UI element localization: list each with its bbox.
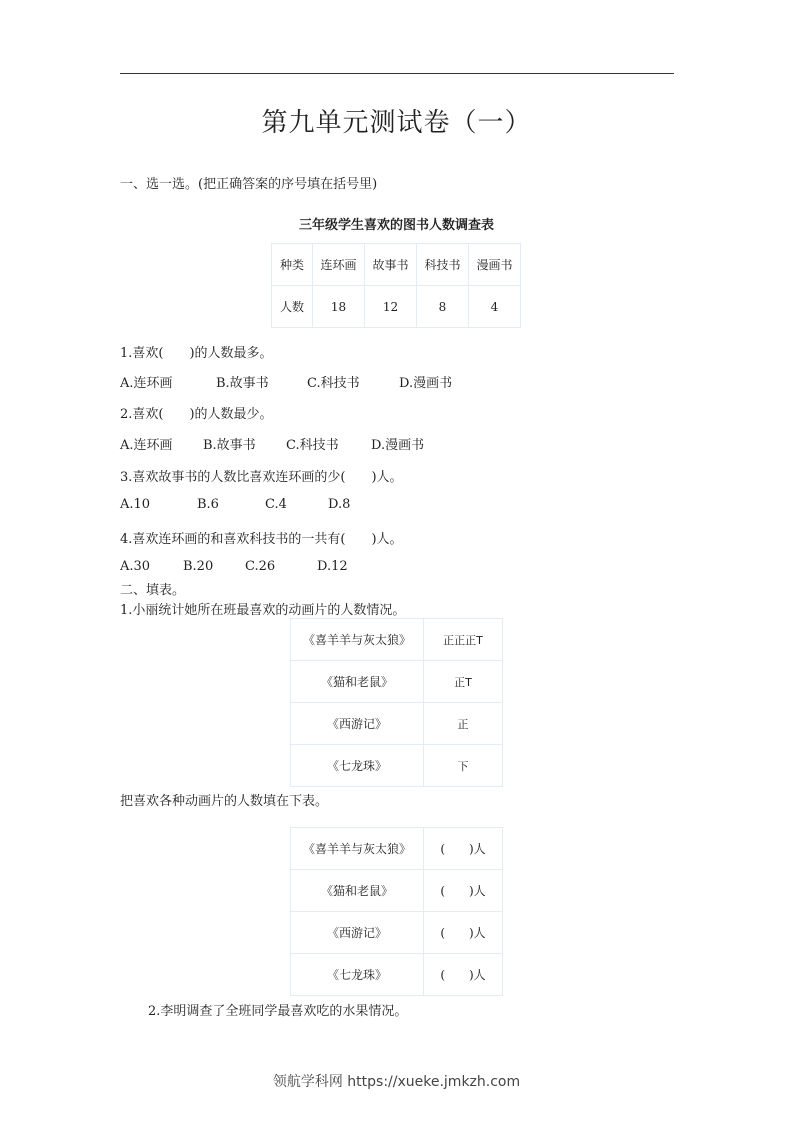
table-row: [291, 828, 503, 870]
table-row: [272, 286, 521, 328]
answer-blank[interactable]: ( )人: [424, 954, 503, 996]
table-row: [291, 703, 503, 745]
option-c: C.科技书: [307, 376, 360, 391]
question-2-2: 2.李明调查了全班同学最喜欢吃的水果情况。: [148, 1004, 408, 1019]
table-row: [272, 244, 521, 286]
option-d: D.漫画书: [399, 376, 453, 391]
question-2-1: 1.小丽统计她所在班最喜欢的动画片的人数情况。: [120, 603, 406, 618]
option-a: A.10: [120, 497, 151, 512]
option-d: D.12: [317, 559, 348, 574]
table-cell: 《猫和老鼠》: [291, 661, 424, 703]
table-cell: 18: [313, 286, 365, 328]
option-c: C.科技书: [286, 438, 339, 453]
section-2-heading: 二、填表。: [120, 583, 186, 598]
survey-table: [271, 243, 521, 328]
table-cell: 《西游记》: [291, 912, 424, 954]
table-cell: 《西游记》: [291, 703, 424, 745]
option-b: B.6: [197, 497, 219, 512]
table-row: [291, 661, 503, 703]
table-cell: 故事书: [365, 244, 417, 286]
answer-blank[interactable]: ( )人: [424, 828, 503, 870]
top-rule: [120, 73, 674, 74]
table-cell: 《七龙珠》: [291, 954, 424, 996]
table-cell: 8: [417, 286, 469, 328]
tally-marks: 正正正T: [424, 619, 503, 661]
table-row: [291, 745, 503, 787]
option-a: A.30: [120, 559, 151, 574]
table-row: [291, 870, 503, 912]
table-row: [291, 912, 503, 954]
table-cell: 漫画书: [469, 244, 521, 286]
answer-blank[interactable]: ( )人: [424, 870, 503, 912]
table-cell: 连环画: [313, 244, 365, 286]
fill-table: [290, 827, 503, 996]
section-1-heading: 一、选一选。(把正确答案的序号填在括号里): [120, 177, 378, 192]
option-a: A.连环画: [120, 438, 173, 453]
question-3: 3.喜欢故事书的人数比喜欢连环画的少( )人。: [120, 470, 403, 485]
table-cell: 12: [365, 286, 417, 328]
option-d: D.8: [328, 497, 351, 512]
option-b: B.故事书: [216, 376, 269, 391]
table-cell: 种类: [272, 244, 313, 286]
table-cell: 《喜羊羊与灰太狼》: [291, 828, 424, 870]
option-d: D.漫画书: [371, 438, 425, 453]
question-1: 1.喜欢( )的人数最多。: [120, 346, 273, 361]
table-row: [291, 619, 503, 661]
tally-marks: 正: [424, 703, 503, 745]
tally-table: [290, 618, 503, 787]
table-cell: 《喜羊羊与灰太狼》: [291, 619, 424, 661]
option-b: B.20: [183, 559, 214, 574]
option-c: C.26: [245, 559, 276, 574]
tally-marks: 下: [424, 745, 503, 787]
fill-instruction: 把喜欢各种动画片的人数填在下表。: [120, 794, 329, 809]
table-row: [291, 954, 503, 996]
table-cell: 《七龙珠》: [291, 745, 424, 787]
page-title: 第九单元测试卷（一）: [261, 108, 532, 138]
option-b: B.故事书: [203, 438, 256, 453]
tally-marks: 正T: [424, 661, 503, 703]
footer-watermark: 领航学科网 https://xueke.jmkzh.com: [272, 1074, 521, 1090]
table-cell: 人数: [272, 286, 313, 328]
option-c: C.4: [265, 497, 287, 512]
question-4: 4.喜欢连环画的和喜欢科技书的一共有( )人。: [120, 532, 403, 547]
survey-table-title: 三年级学生喜欢的图书人数调查表: [298, 218, 494, 233]
table-cell: 科技书: [417, 244, 469, 286]
answer-blank[interactable]: ( )人: [424, 912, 503, 954]
question-2: 2.喜欢( )的人数最少。: [120, 407, 273, 422]
table-cell: 4: [469, 286, 521, 328]
option-a: A.连环画: [120, 376, 173, 391]
table-cell: 《猫和老鼠》: [291, 870, 424, 912]
